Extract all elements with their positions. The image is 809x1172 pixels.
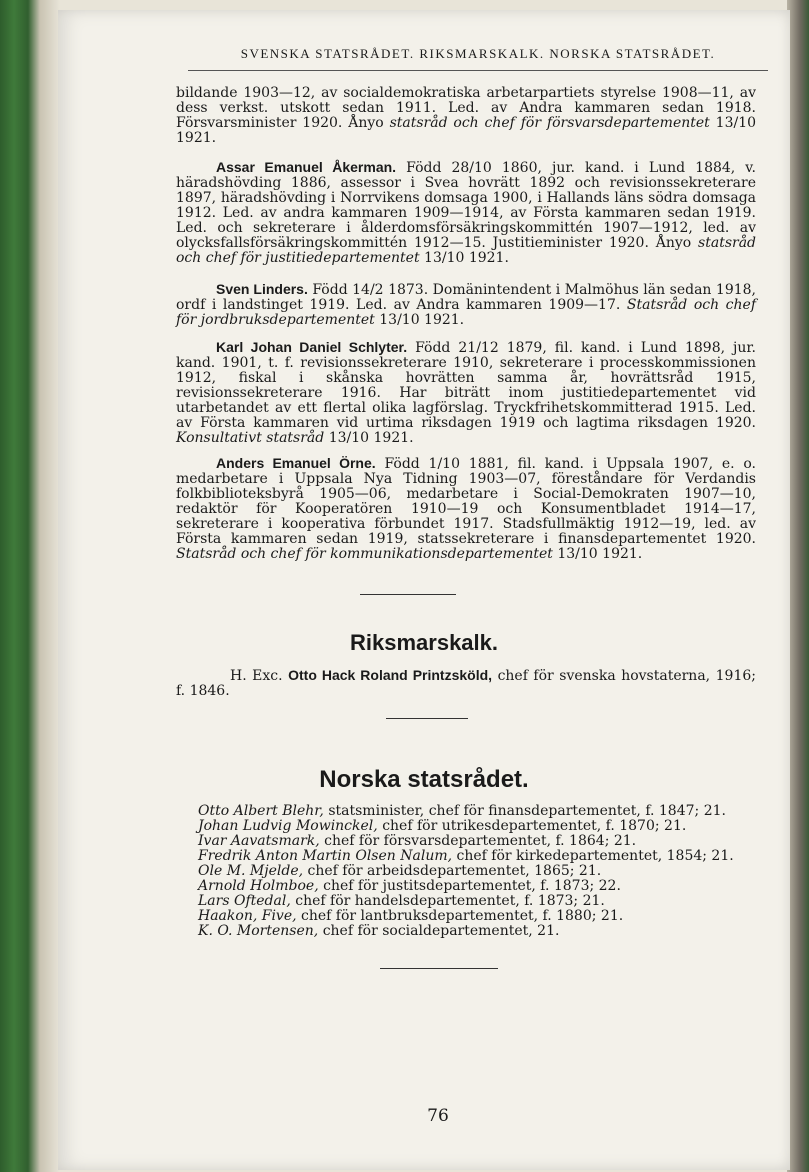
section-divider bbox=[386, 718, 468, 719]
list-item bbox=[198, 909, 758, 924]
entry-date: 13/10 1921. bbox=[379, 312, 465, 328]
riksmarskalk-prefix: H. Exc. bbox=[230, 668, 283, 684]
entry-text: Född 1/10 1881, fil. kand. i Uppsala 1907, e. o. medarbetare i Uppsala Nya Tidning 1903—07, föreståndare för Verdandis folkbiblioteksbyrå 1905—06, medarbetare i Social-Demokraten 1907—10, redaktör för Kooperatören 1910—19 och Konsumentbladet 1914—17, sekreterare i kooperativa förbundet 1917. Stadsfullmäktig 1912—19, led. av Första kammaren sedan 1919, statssekreterare i finansdepartementet 1920. bbox=[176, 456, 757, 547]
intro-date: 13/10 1921. bbox=[176, 115, 757, 146]
riksmarskalk-paragraph bbox=[176, 668, 756, 699]
entry-text: Född 21/12 1879, fil. kand. i Lund 1898, jur. kand. 1901, t. f. revisionssekreterare 1910, sekreterare i processkommissionen 1912, fiskal i skånska hovrätten samma år, hovrättsråd 1915, revisionssekreterare 1916. Har biträtt inom justitiedepartementet vid utarbetandet av ett flertal olika lagförslag. Tryckfrihetskommitterad 1915. Led. av Första kammaren vid urtima riksdagen 1919 och lagtima riksdagen 1920. bbox=[176, 340, 756, 431]
section-divider bbox=[360, 594, 456, 595]
list-item bbox=[198, 819, 758, 834]
list-item bbox=[198, 849, 758, 864]
list-item bbox=[198, 834, 758, 849]
member-text: chef för lantbruksdepartementet, f. 1880; 21. bbox=[301, 908, 624, 924]
entry-title: Statsråd och chef för jordbruksdepartementet bbox=[176, 297, 757, 328]
entry-name: Assar Emanuel Åkerman. bbox=[216, 159, 397, 175]
entry-text: Född 28/10 1860, jur. kand. i Lund 1884, v. häradshövding 1886, assessor i Svea hovrätt 1892 och revisionssekreterare 1897, häradshövding i Norrvikens domsaga 1900, i Hallands läns södra domsaga 1912. Led. av andra kammaren 1909—1914, av Första kammaren sedan 1919. Led. och sekreterare i ålderdomsförsäkringskommittén 1907—1912, led. av olycksfallsförsäkringskommittén 1912—15. Justitieminister 1920. Ånyo bbox=[176, 160, 757, 251]
member-text: chef för justitsdepartementet, f. 1873; 22. bbox=[323, 878, 621, 894]
list-item bbox=[198, 879, 758, 894]
entry-date: 13/10 1921. bbox=[328, 430, 414, 446]
entry-title: statsråd och chef för justitiedepartementet bbox=[176, 235, 757, 266]
intro-paragraph bbox=[176, 86, 756, 146]
member-name: Ivar Aavatsmark, bbox=[198, 833, 320, 849]
member-text: chef för arbeidsdepartementet, 1865; 21. bbox=[307, 863, 602, 879]
header-rule bbox=[188, 70, 768, 71]
book-cover-right-edge bbox=[787, 0, 809, 1172]
entry-title: Statsråd och chef för kommunikationsdepartementet bbox=[176, 546, 553, 562]
entry-orne bbox=[176, 456, 756, 562]
member-text: chef för handelsdepartementet, f. 1873; 21. bbox=[295, 893, 605, 909]
riksmarskalk-text: chef för svenska hovstaterna, 1916; f. 1846. bbox=[176, 668, 756, 699]
list-item bbox=[198, 864, 758, 879]
riksmarskalk-name: Otto Hack Roland Printzsköld, bbox=[288, 667, 493, 683]
list-item bbox=[198, 804, 758, 819]
running-head: SVENSKA STATSRÅDET. RIKSMARSKALK. NORSKA STATSRÅDET. bbox=[240, 46, 716, 61]
entry-name: Karl Johan Daniel Schlyter. bbox=[216, 339, 408, 355]
entry-akerman bbox=[176, 160, 756, 266]
riksmarskalk-heading: Riksmarskalk. bbox=[350, 630, 498, 655]
entry-date: 13/10 1921. bbox=[557, 546, 643, 562]
list-item bbox=[198, 924, 758, 939]
norska-heading: Norska statsrådet. bbox=[319, 766, 529, 793]
entry-text: Född 14/2 1873. Domänintendent i Malmöhus län sedan 1918, ordf i landstinget 1919. Led. av Andra kammaren 1909—17. bbox=[176, 282, 757, 313]
entry-schlyter bbox=[176, 340, 756, 446]
entry-name: Sven Linders. bbox=[216, 281, 308, 297]
page-number: 76 bbox=[427, 1106, 449, 1126]
entry-linders bbox=[176, 282, 756, 328]
member-text: chef för utrikesdepartementet, f. 1870; 21. bbox=[382, 818, 687, 834]
member-name: Arnold Holmboe, bbox=[198, 878, 319, 894]
entry-date: 13/10 1921. bbox=[424, 250, 509, 266]
intro-text: bildande 1903—12, av socialdemokratiska arbetarpartiets styrelse 1908—11, av dess verkst. utskott sedan 1911. Led. av Andra kammaren sedan 1918. Försvarsminister 1920. Ånyo bbox=[176, 85, 756, 131]
section-divider bbox=[380, 968, 498, 969]
entry-title: Konsultativt statsråd bbox=[176, 430, 325, 446]
entry-name: Anders Emanuel Örne. bbox=[216, 455, 376, 471]
norska-members-list bbox=[198, 804, 758, 939]
intro-title: statsråd och chef för försvarsdepartementet bbox=[389, 115, 710, 131]
member-name: Ole M. Mjelde, bbox=[198, 863, 304, 879]
member-name: K. O. Mortensen, bbox=[198, 923, 319, 939]
member-name: Johan Ludvig Mowinckel, bbox=[198, 818, 378, 834]
member-text: chef för kirkedepartementet, 1854; 21. bbox=[456, 848, 734, 864]
member-text: chef för försvarsdepartementet, f. 1864; 21. bbox=[324, 833, 637, 849]
member-name: Fredrik Anton Martin Olsen Nalum, bbox=[198, 848, 453, 864]
member-name: Haakon, Five, bbox=[198, 908, 297, 924]
book-page bbox=[58, 10, 790, 1170]
member-text: chef för socialdepartementet, 21. bbox=[322, 923, 560, 939]
member-name: Lars Oftedal, bbox=[198, 893, 291, 909]
member-text: statsminister, chef för finansdepartementet, f. 1847; 21. bbox=[328, 803, 726, 819]
list-item bbox=[198, 894, 758, 909]
member-name: Otto Albert Blehr, bbox=[198, 803, 324, 819]
